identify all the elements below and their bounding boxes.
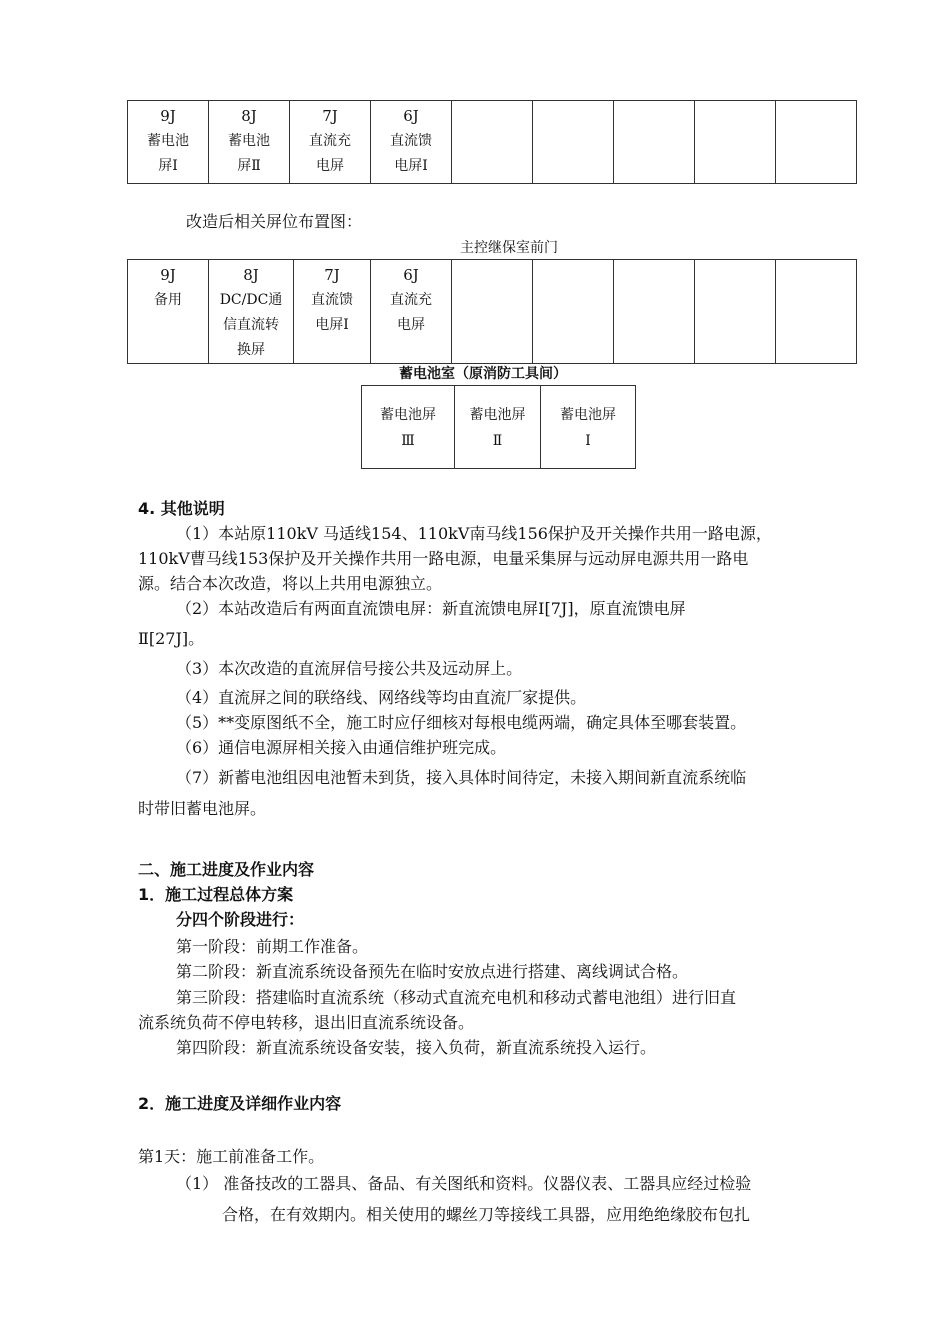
phase-intro: 分四个阶段进行： — [176, 910, 305, 929]
panel-label-line: Ⅲ — [401, 433, 415, 449]
panel-label-line: 电屏 — [316, 158, 344, 174]
phase-line: 流系统负荷不停电转移，退出旧直流系统设备。 — [138, 1013, 475, 1032]
battery-panel-cell — [455, 386, 541, 469]
panel-cell — [128, 101, 209, 184]
note-line: 时带旧蓄电池屏。 — [138, 799, 267, 818]
front-door-label: 主控继保室前门 — [460, 240, 558, 256]
panel-label-line: 屏Ⅰ — [158, 158, 178, 174]
panel-table-before — [127, 100, 857, 184]
panel-number: 7J — [322, 107, 338, 125]
panel-cell — [695, 101, 776, 184]
panel-label-line: 蓄电池屏 — [469, 407, 526, 423]
note-line: （6）通信电源屏相关接入由通信维护班完成。 — [176, 738, 507, 757]
panel-label-line: 直流充 — [309, 133, 351, 149]
phase-line: 第一阶段：前期工作准备。 — [176, 937, 369, 956]
panel-number: 8J — [241, 107, 257, 125]
panel-label-line: 电屏Ⅰ — [394, 158, 428, 174]
note-line: （2）本站改造后有两面直流馈电屏：新直流馈电屏Ⅰ[7J]，原直流馈电屏 — [176, 599, 686, 618]
battery-panel-cell — [541, 386, 636, 469]
panel-number: 8J — [243, 266, 259, 284]
section2-title: 二、施工进度及作业内容 — [138, 860, 315, 879]
panel-cell — [533, 101, 614, 184]
panel-cell — [776, 260, 857, 364]
panel-label-line: 备用 — [154, 292, 182, 308]
panel-cell — [209, 260, 294, 364]
sub2-title: 2．施工进度及详细作业内容 — [138, 1094, 342, 1113]
panel-label-line: DC/DC通 — [219, 292, 283, 308]
note-line: （4）直流屏之间的联络线、网络线等均由直流厂家提供。 — [176, 688, 587, 707]
day1-item-line: 合格，在有效期内。相关使用的螺丝刀等接线工具器，应用绝绝缘胶布包扎 — [222, 1205, 751, 1224]
note-line: （7）新蓄电池组因电池暂未到货，接入具体时间待定，未接入期间新直流系统临 — [176, 768, 747, 787]
panel-label-line: 蓄电池屏 — [380, 407, 436, 423]
panel-label-line: Ⅱ — [492, 433, 503, 449]
panel-cell — [290, 101, 371, 184]
phase-line: 第三阶段：搭建临时直流系统（移动式直流充电机和移动式蓄电池组）进行旧直 — [176, 988, 737, 1007]
panel-label-line: 电屏 — [397, 317, 425, 333]
battery-panel-cell — [362, 386, 455, 469]
note-line: （3）本次改造的直流屏信号接公共及远动屏上。 — [176, 659, 523, 678]
panel-label-line: 信直流转 — [223, 317, 279, 333]
panel-cell — [209, 101, 290, 184]
panel-number: 6J — [403, 266, 419, 284]
panel-number: 6J — [403, 107, 419, 125]
panel-cell — [695, 260, 776, 364]
panel-cell — [371, 260, 452, 364]
section4-title: 4. 其他说明 — [138, 499, 225, 518]
panel-label-line: 蓄电池屏 — [560, 407, 616, 423]
panel-cell — [371, 101, 452, 184]
panel-label-line: 蓄电池 — [228, 133, 270, 149]
panel-label-line: 屏Ⅱ — [237, 158, 261, 174]
panel-cell — [533, 260, 614, 364]
note-line: （5）**变原图纸不全，施工时应仔细核对每根电缆两端，确定具体至哪套装置。 — [176, 713, 747, 732]
panel-label-line: 直流馈 — [311, 292, 353, 308]
panel-label-line: 电屏Ⅰ — [315, 317, 349, 333]
panel-cell — [452, 260, 533, 364]
phase-line: 第二阶段：新直流系统设备预先在临时安放点进行搭建、离线调试合格。 — [176, 962, 689, 981]
battery-room-table — [361, 385, 636, 469]
day1-title: 第1天：施工前准备工作。 — [138, 1147, 325, 1166]
note-line: Ⅱ[27J]。 — [138, 629, 205, 648]
note-line: 110kV曹马线153保护及开关操作共用一路电源，电量采集屏与远动屏电源共用一路电 — [138, 549, 749, 568]
day1-item-line: （1） 准备技改的工器具、备品、有关图纸和资料。仪器仪表、工器具应经过检验 — [176, 1174, 752, 1193]
panel-label-line: 换屏 — [237, 342, 265, 358]
note-line: 源。结合本次改造，将以上共用电源独立。 — [138, 574, 443, 593]
after-layout-caption: 改造后相关屏位布置图： — [186, 212, 363, 231]
panel-cell — [776, 101, 857, 184]
panel-label-line: 直流充 — [390, 292, 432, 308]
sub1-title: 1．施工过程总体方案 — [138, 885, 294, 904]
phase-line: 第四阶段：新直流系统设备安装，接入负荷，新直流系统投入运行。 — [176, 1038, 657, 1057]
panel-cell — [452, 101, 533, 184]
panel-label-line: Ⅰ — [585, 433, 591, 449]
panel-cell — [614, 101, 695, 184]
panel-cell — [128, 260, 209, 364]
panel-cell — [294, 260, 371, 364]
panel-table-after — [127, 259, 857, 364]
panel-number: 7J — [324, 266, 340, 284]
battery-room-label: 蓄电池室（原消防工具间） — [399, 366, 567, 382]
panel-number: 9J — [160, 107, 176, 125]
panel-label-line: 直流馈 — [390, 133, 432, 149]
panel-number: 9J — [160, 266, 176, 284]
panel-cell — [614, 260, 695, 364]
note-line: （1）本站原110kV 马适线154、110kV南马线156保护及开关操作共用一路电源， — [176, 524, 772, 543]
panel-label-line: 蓄电池 — [147, 133, 189, 149]
